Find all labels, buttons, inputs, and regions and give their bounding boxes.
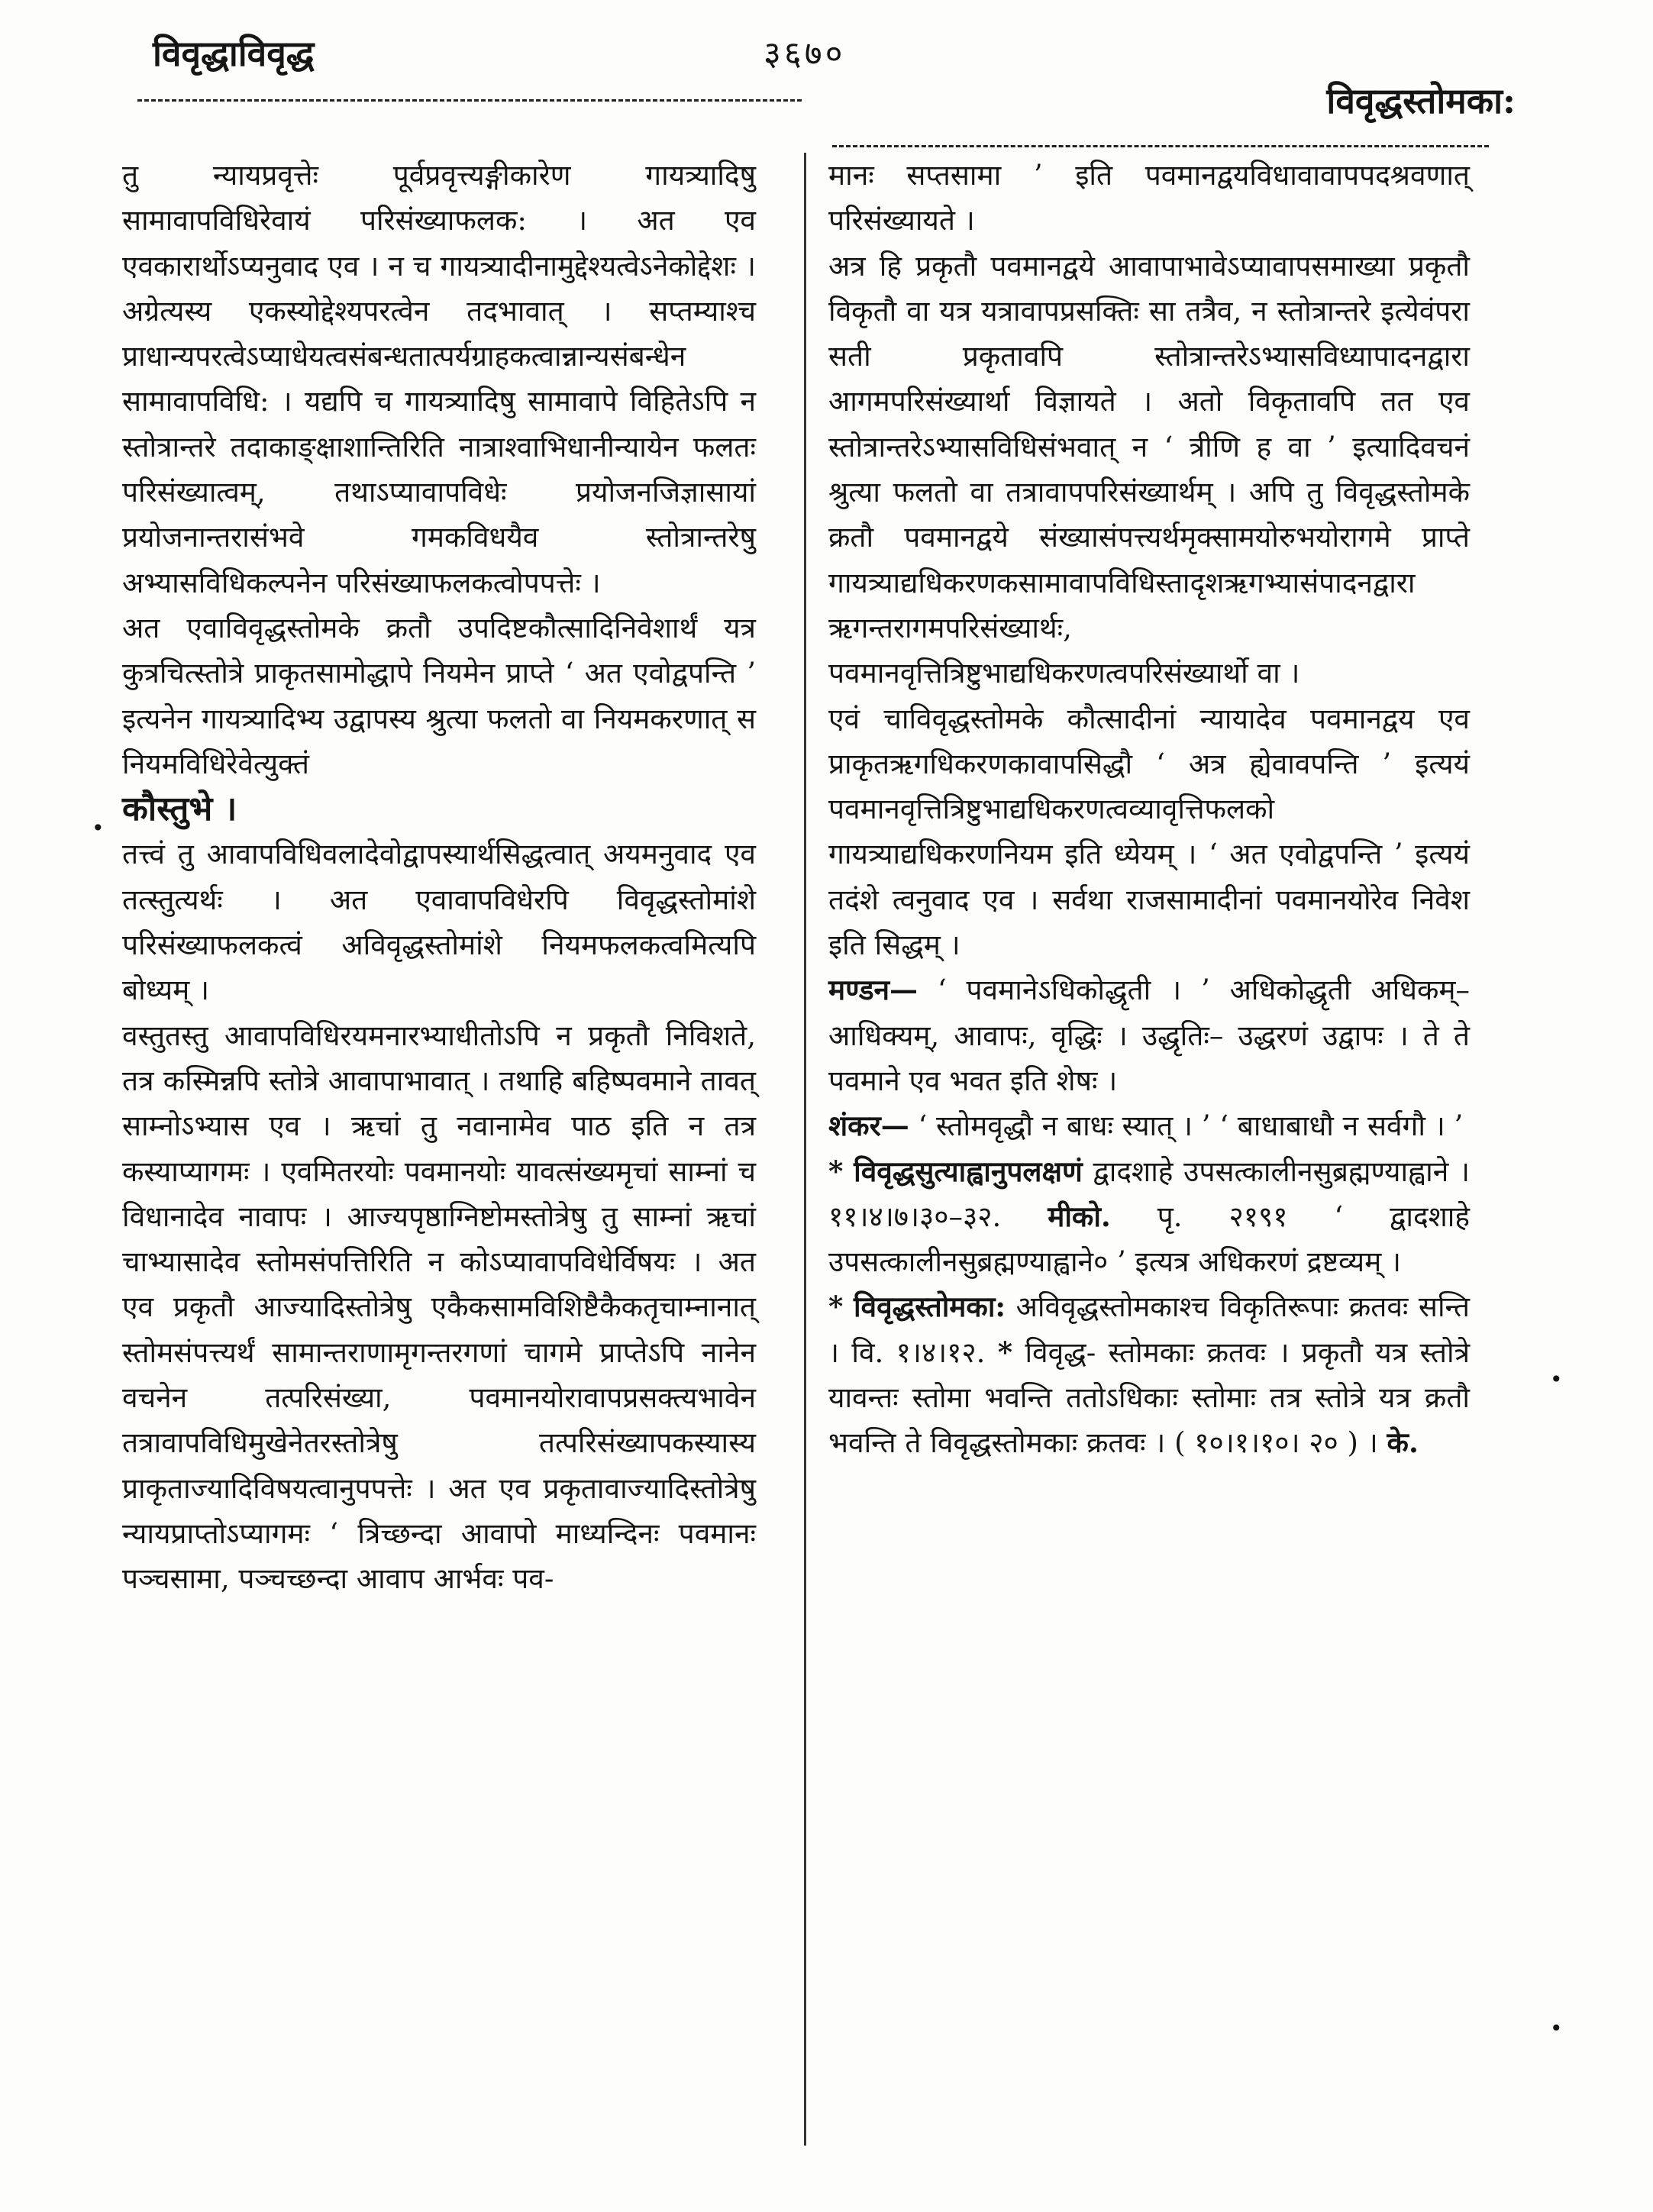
entry-1-head: विवृद्धसुत्याह्वानुपलक्षणं	[854, 1154, 1083, 1188]
entry-vivriddha-sutya	[828, 1149, 1470, 1285]
right-paragraph-2: अत्र हि प्रकृतौ पवमानद्वये आवापाभावेऽप्यावापसमाख्या प्रकृतौ विकृतौ वा यत्र यत्रावापप्रसक्तिः सा तत्रैव, न स्तोत्रान्तरे इत्येवंपरा सती प्रकृतावपि स्तोत्रान्तरेऽभ्यासविध्यापादनद्वारा आगमपरिसंख्यार्था विज्ञायते । अतो विकृतावपि तत एव स्तोत्रान्तरेऽभ्यासविधिसंभवात् न ‘ त्रीणि ह वा ’ इत्यादिवचनं श्रुत्या फलतो वा तत्रावापपरिसंख्यार्थम् । अपि तु विवृद्धस्तोमके क्रतौ पवमानद्वये संख्यासंपत्त्यर्थमृक्सामयोरुभयोरागमे प्राप्ते गायत्र्याद्यधिकरणकसामावापविधिस्तादृशऋगभ्यासंपादनद्वारा ऋगन्तरागमपरिसंख्यार्थः, पवमानवृत्तित्रिष्टुभाद्यधिकरणत्वपरिसंख्यार्थो वा ।	[828, 249, 1470, 690]
entry-2-source: के.	[1387, 1426, 1419, 1460]
shankara-label: शंकर—	[828, 1109, 909, 1143]
entry-2-tail: स्तोमकाः क्रतवः । प्रकृतौ यत्र स्तोत्रे यावन्तः स्तोमा भवन्ति ततोऽधिकाः स्तोमाः तत्र स्तोत्रे यत्र क्रतौ भवन्ति ते विवृद्धस्तोमकाः क्रतवः । ( १०।१।१०। २० ) ।	[828, 1335, 1471, 1460]
header-divider-left	[137, 99, 802, 102]
right-column	[828, 153, 1470, 1466]
bullet-icon: •	[1550, 1367, 1563, 1392]
header-right-title: विवृद्धस्तोमका:	[1326, 80, 1516, 121]
column-divider	[804, 153, 806, 2146]
asterisk-icon: *	[828, 1290, 844, 1324]
mandana-text: ‘ पवमानेऽधिकोद्धृती । ’ अधिकोद्धृती अधिकम्– आधिक्यम्, आवापः, वृद्धिः । उद्धृतिः– उद्धरणं उद्वापः । ते ते पवमाने एव भवत इति शेषः ।	[828, 974, 1470, 1097]
entry-vivriddha-stomaka	[828, 1284, 1470, 1465]
entry-2-head2: विवृद्ध-	[1025, 1335, 1096, 1369]
entry-1-text: द्वादशाहे उपसत्कालीनसुब्रह्मण्याह्वाने । ११।४।७।३०–३२.	[828, 1154, 1471, 1233]
left-paragraph-2: अत एवाविवृद्धस्तोमके क्रतौ उपदिष्टकौत्सादिनिवेशार्थं यत्र कुत्रचित्स्तोत्रे प्राकृतसामोद्धापे नियमेन प्राप्ते ‘ अत एवोद्वपन्ति ’ इत्यनेन गायत्र्यादिभ्य उद्वापस्य श्रुत्या फलतो वा नियमकरणात् स नियमविधिरेवेत्युक्तं	[122, 611, 756, 780]
asterisk-icon: *	[997, 1335, 1013, 1369]
header-divider-right	[832, 145, 1489, 147]
page-number: ३६७०	[764, 34, 846, 73]
mandana-label: मण्डन—	[828, 973, 919, 1007]
bullet-icon: •	[92, 815, 105, 841]
left-paragraph-1: तु न्यायप्रवृत्तेः पूर्वप्रवृत्त्यङ्गीकारेण गायत्र्यादिषु सामावापविधिरेवायं परिसंख्याफलक: । अत एव एवकारार्थोऽप्यनुवाद एव । न च गायत्र्यादीनामुद्देश्यत्वेऽनेकोद्देशः । अग्रेत्यस्य एकस्योद्देश्यपरत्वेन तदभावात् । सप्तम्याश्च प्राधान्यपरत्वेऽप्याधेयत्वसंबन्धतात्पर्यग्राहकत्वान्नान्यसंबन्धेन सामावापविधि: । यद्यपि च गायत्र्यादिषु सामावापे विहितेऽपि न स्तोत्रान्तरे तदाकाङ्क्षाशान्तिरिति नात्राश्वाभिधानीन्यायेन फलतः परिसंख्यात्वम्, तथाऽप्यावापविधेः प्रयोजनजिज्ञासायां प्रयोजनान्तरासंभवे गमकविधयैव स्तोत्रान्तरेषु अभ्यासविधिकल्पनेन परिसंख्याफलकत्वोपपत्तेः ।	[122, 159, 756, 599]
left-column	[122, 153, 756, 1602]
shankara-text: ‘ स्तोमवृद्धौ न बाधः स्यात् । ’ ‘ बाधाबाधौ न सर्वगौ । ’	[918, 1109, 1464, 1143]
asterisk-icon: *	[828, 1154, 844, 1188]
right-paragraph-3: एवं चाविवृद्धस्तोमके कौत्सादीनां न्यायादेव पवमानद्वय एव प्राकृतऋगधिकरणकावापसिद्धौ ‘ अत्र ह्येवावपन्ति ’ इत्ययं पवमानवृत्तित्रिष्टुभाद्यधिकरणत्वव्यावृत्तिफलको गायत्र्याद्यधिकरणनियम इति ध्येयम् । ‘ अत एवोद्वपन्ति ’ इत्ययं तदंशे त्वनुवाद एव । सर्वथा राजसामादीनां पवमानयोरेव निवेश इति सिद्धम् ।	[828, 702, 1470, 962]
right-paragraph-1: मानः सप्तसामा ’ इति पवमानद्वयविधावावापपदश्रवणात् परिसंख्यायते ।	[828, 159, 1470, 237]
mandana-comment	[828, 967, 1470, 1103]
header-left-title: विवृद्धाविवृद्ध	[153, 33, 315, 74]
bullet-icon: •	[1550, 2016, 1563, 2041]
shankara-comment	[828, 1103, 1470, 1148]
left-paragraph-4: वस्तुतस्तु आवापविधिरयमनारभ्याधीतोऽपि न प्रकृतौ निविशते, तत्र कस्मिन्नपि स्तोत्रे आवापाभावात् । तथाहि बहिष्पवमाने तावत् साम्नोऽभ्यास एव । ऋचां तु नवानामेव पाठ इति न तत्र कस्याप्यागमः । एवमितरयोः पवमानयोः यावत्संख्यमृचां साम्नां च विधानादेव नावापः । आज्यपृष्ठाग्निष्टोमस्तोत्रेषु तु साम्नां ऋचां चाभ्यासादेव स्तोमसंपत्तिरिति न कोऽप्यावापविधेर्विषयः । अत एव प्रकृतौ आज्यादिस्तोत्रेषु एकैकसामविशिष्टैकैकतृचाम्नानात् स्तोमसंपत्त्यर्थं सामान्तराणामृगन्तरगणां चागमे प्राप्तेऽपि नानेन वचनेन तत्परिसंख्या, पवमानयोरावापप्रसक्त्यभावेन तत्रावापविधिमुखेनेतरस्तोत्रेषु तत्परिसंख्यापकस्यास्य प्राकृताज्यादिविषयत्वानुपपत्तेः । अत एव प्रकृतावाज्यादिस्तोत्रेषु न्यायप्राप्तोऽप्यागमः ‘ त्रिच्छन्दा आवापो माध्यन्दिनः पवमानः पञ्चसामा, पञ्चच्छन्दा आवाप आर्भवः पव-	[122, 1019, 756, 1596]
entry-1-tail: पृ. २१९१ ‘ द्वादशाहे उपसत्कालीनसुब्रह्मण्याह्वाने० ’ इत्यत्र अधिकरणं द्रष्टव्यम् ।	[828, 1200, 1470, 1279]
left-paragraph-3: तत्त्वं तु आवापविधिवलादेवोद्वापस्यार्थसिद्धत्वात् अयमनुवाद एव तत्स्तुत्यर्थः । अत एवावापविधेरपि विवृद्धस्तोमांशे परिसंख्याफलकत्वं अविवृद्धस्तोमांशे नियमफलकत्वमित्यपि बोध्यम् ।	[122, 838, 756, 1007]
entry-2-text: अविवृद्धस्तोमकाश्च विकृतिरूपाः क्रतवः सन्ति । वि. १।४।१२.	[828, 1290, 1471, 1369]
entry-2-head: विवृद्धस्तोमका:	[853, 1290, 1006, 1324]
entry-1-ref: मीको.	[1048, 1199, 1111, 1233]
kaustubha-reference: कौस्तुभे ।	[122, 790, 237, 829]
